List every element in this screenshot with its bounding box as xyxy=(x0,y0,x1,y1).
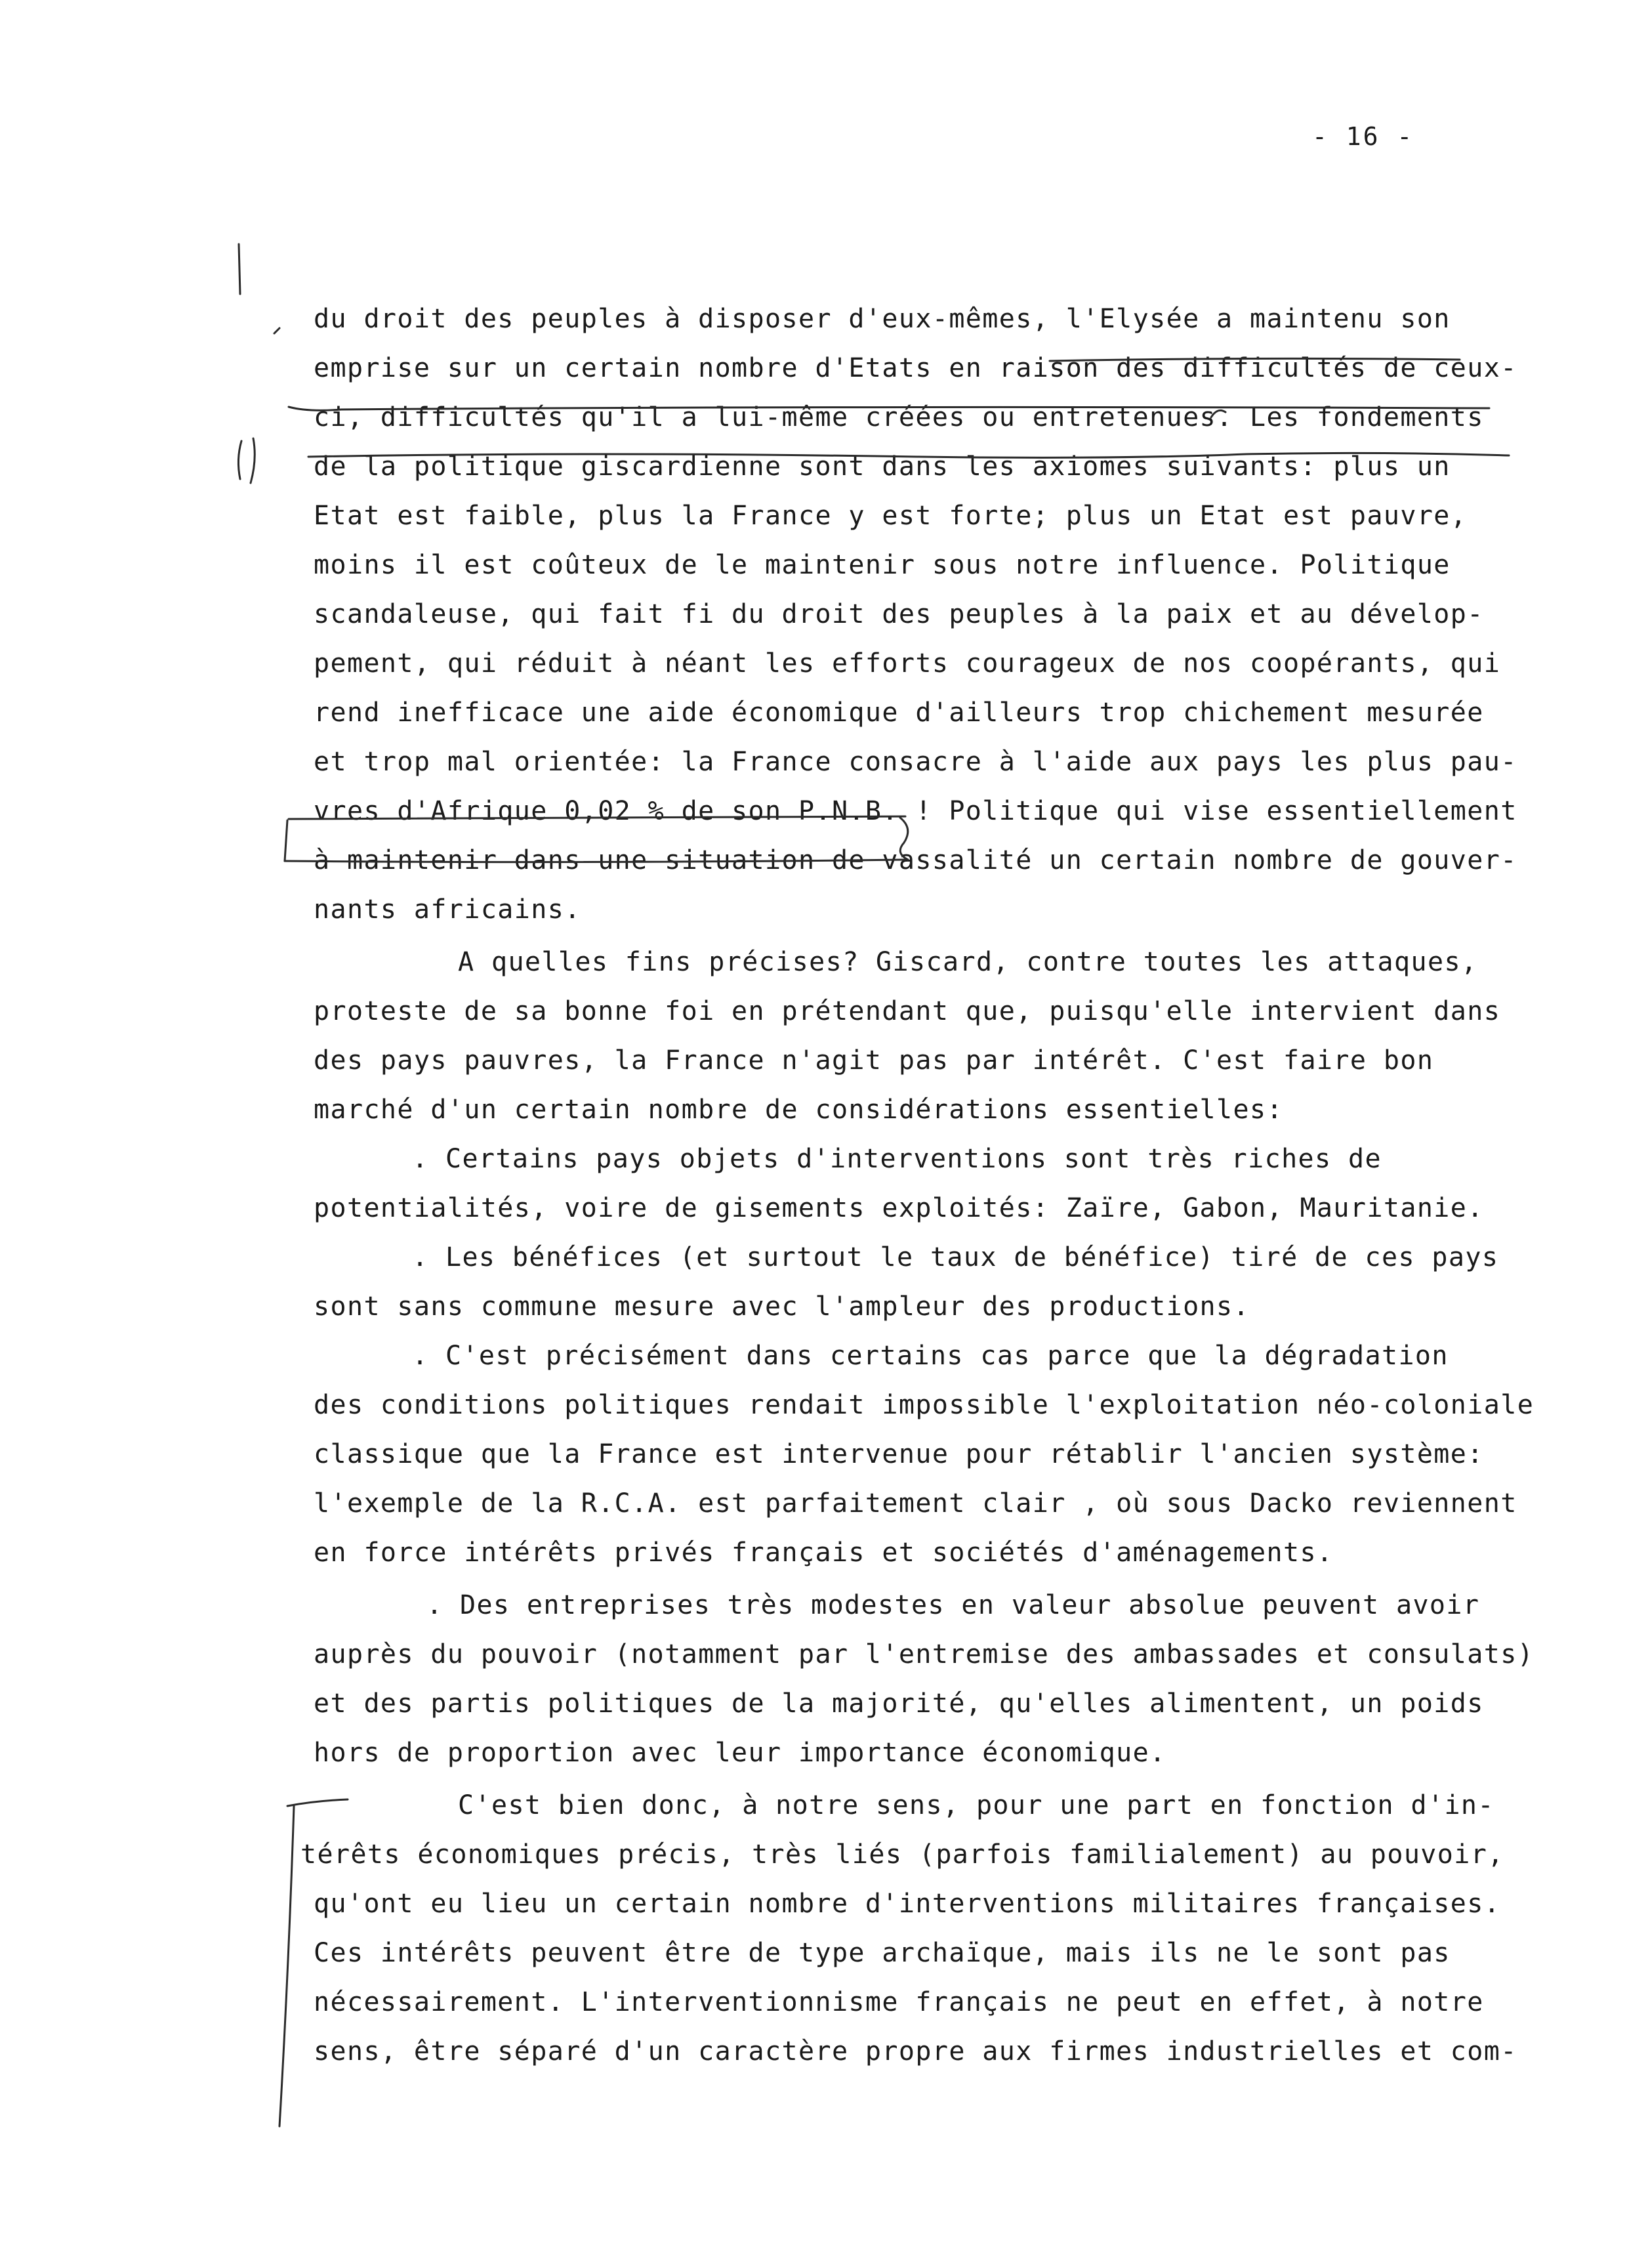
text-line: . C'est précisément dans certains cas parce que la dégradation xyxy=(412,1341,1449,1371)
text-line: pement, qui réduit à néant les efforts courageux de nos coopérants, qui xyxy=(314,648,1501,679)
text-line: emprise sur un certain nombre d'Etats en raison des difficultés de ceux- xyxy=(314,353,1517,383)
text-line: . Les bénéfices (et surtout le taux de bénéfice) tiré de ces pays xyxy=(412,1242,1499,1272)
text-line: en force intérêts privés français et sociétés d'aménagements. xyxy=(314,1538,1334,1568)
text-line: . Certains pays objets d'interventions sont très riches de xyxy=(412,1144,1382,1174)
text-line: nécessairement. L'interventionnisme français ne peut en effet, à notre xyxy=(314,1987,1484,2017)
text-line: marché d'un certain nombre de considérations essentielles: xyxy=(314,1095,1283,1125)
page-number: - 16 - xyxy=(1312,122,1414,151)
text-line: ci, difficultés qu'il a lui-même créées ou entretenues. Les fondements xyxy=(314,402,1484,432)
margin-tick-mark xyxy=(239,244,240,294)
text-line: scandaleuse, qui fait fi du droit des peuples à la paix et au dévelop- xyxy=(314,599,1484,629)
text-line: des pays pauvres, la France n'agit pas par intérêt. C'est faire bon xyxy=(314,1045,1434,1076)
margin-dash-mark xyxy=(274,328,279,333)
text-line: à maintenir dans une situation de vassalité un certain nombre de gouver- xyxy=(314,845,1517,875)
text-line: de la politique giscardienne sont dans les axiomes suivants: plus un xyxy=(314,452,1451,482)
text-line: du droit des peuples à disposer d'eux-mêmes, l'Elysée a maintenu son xyxy=(314,304,1451,334)
text-line: potentialités, voire de gisements exploités: Zaïre, Gabon, Mauritanie. xyxy=(314,1193,1484,1223)
text-line: A quelles fins précises? Giscard, contre toutes les attaques, xyxy=(458,947,1478,977)
text-line: auprès du pouvoir (notamment par l'entremise des ambassades et consulats) xyxy=(314,1639,1535,1670)
text-line: proteste de sa bonne foi en prétendant que, puisqu'elle intervient dans xyxy=(314,996,1501,1026)
text-line: et trop mal orientée: la France consacre à l'aide aux pays les plus pau- xyxy=(314,747,1517,777)
text-line: Ces intérêts peuvent être de type archaïque, mais ils ne le sont pas xyxy=(314,1938,1451,1968)
margin-bracket-1 xyxy=(238,441,241,479)
text-line: vres d'Afrique 0,02 % de son P.N.B. ! Politique qui vise essentiellement xyxy=(314,796,1517,826)
text-line: moins il est coûteux de le maintenir sous notre influence. Politique xyxy=(314,550,1451,580)
margin-bar-vertical xyxy=(279,1806,294,2126)
text-line: des conditions politiques rendait impossible l'exploitation néo-coloniale xyxy=(314,1390,1535,1420)
text-line: Etat est faible, plus la France y est forte; plus un Etat est pauvre, xyxy=(314,501,1468,531)
text-line: hors de proportion avec leur importance économique. xyxy=(314,1738,1166,1768)
text-line: térêts économiques précis, très liés (parfois familialement) au pouvoir, xyxy=(300,1839,1504,1870)
text-line: C'est bien donc, à notre sens, pour une part en fonction d'in- xyxy=(458,1790,1494,1820)
text-line: nants africains. xyxy=(314,894,581,925)
text-line: qu'ont eu lieu un certain nombre d'interventions militaires françaises. xyxy=(314,1889,1501,1919)
text-line: . Des entreprises très modestes en valeur absolue peuvent avoir xyxy=(426,1590,1480,1620)
text-line: l'exemple de la R.C.A. est parfaitement clair , où sous Dacko reviennent xyxy=(314,1488,1517,1519)
text-line: et des partis politiques de la majorité, qu'elles alimentent, un poids xyxy=(314,1689,1484,1719)
margin-bar-top xyxy=(287,1799,348,1806)
margin-bracket-2 xyxy=(251,438,255,483)
text-line: classique que la France est intervenue pour rétablir l'ancien système: xyxy=(314,1439,1484,1469)
text-line: sont sans commune mesure avec l'ampleur des productions. xyxy=(314,1292,1250,1322)
text-line: rend inefficace une aide économique d'ailleurs trop chichement mesurée xyxy=(314,698,1484,728)
text-line: sens, être séparé d'un caractère propre aux firmes industrielles et com- xyxy=(314,2036,1517,2067)
